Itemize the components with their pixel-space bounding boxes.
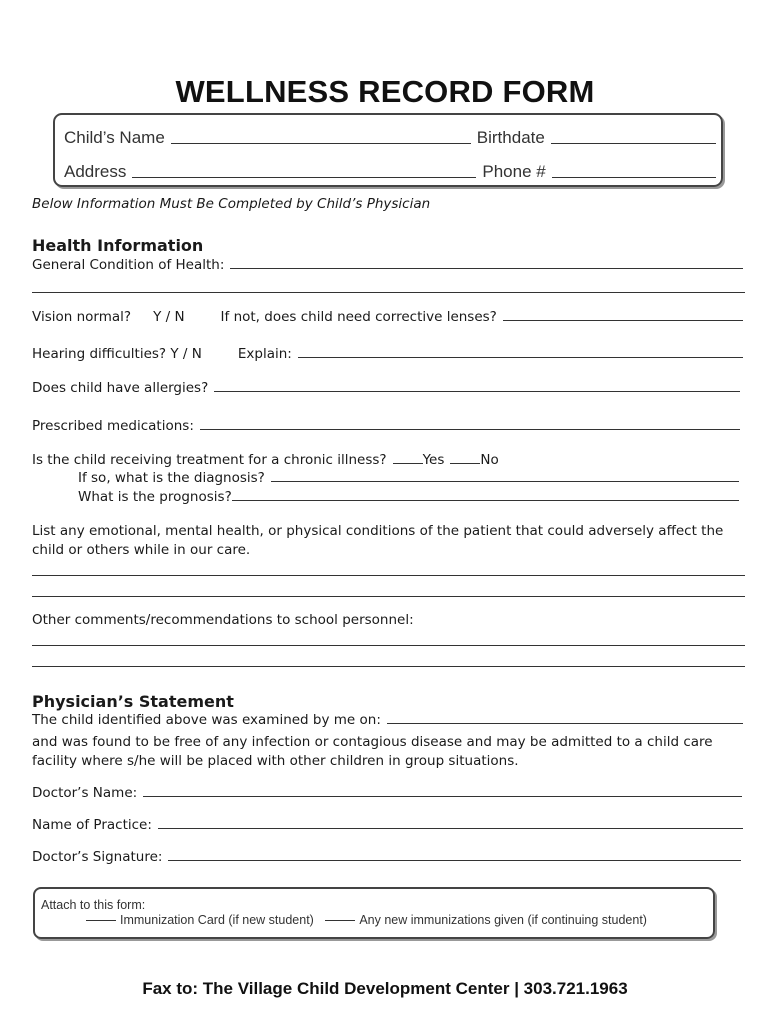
statement-heading: Physician’s Statement — [32, 692, 234, 711]
chronic-yes-label: Yes — [422, 452, 445, 468]
chronic-yes-field[interactable] — [393, 463, 423, 464]
doctor-name-field[interactable] — [143, 796, 742, 797]
new-immunizations-label: Any new immunizations given (if continuing student) — [359, 913, 647, 927]
comments-label: Other comments/recommendations to school personnel: — [32, 612, 414, 628]
child-name-label: Child’s Name — [64, 128, 165, 147]
fax-footer: Fax to: The Village Child Development Center | 303.721.1963 — [142, 979, 628, 998]
doctor-name-row — [32, 785, 742, 801]
physician-note: Below Information Must Be Completed by Child’s Physician — [32, 196, 431, 212]
child-name-field[interactable] — [171, 143, 471, 144]
conditions-text: List any emotional, mental health, or physical conditions of the patient that could adversely affect the child or others while in our care. — [32, 523, 724, 558]
practice-label: Name of Practice: — [32, 817, 152, 833]
phone-field[interactable] — [552, 177, 716, 178]
allergies-row — [32, 380, 740, 396]
conditions-line-1[interactable] — [32, 575, 745, 576]
chronic-no-label: No — [480, 452, 499, 468]
birthdate-label: Birthdate — [476, 128, 545, 147]
general-condition-line-2[interactable] — [32, 292, 745, 293]
page-title: WELLNESS RECORD FORM — [175, 74, 595, 109]
conditions-line-2[interactable] — [32, 596, 745, 597]
prognosis-field[interactable] — [232, 500, 739, 501]
address-label: Address — [64, 162, 127, 181]
medications-field[interactable] — [200, 429, 740, 430]
lenses-label: If not, does child need corrective lenses? — [220, 309, 497, 325]
attach-items — [86, 913, 647, 927]
general-condition-field[interactable] — [230, 268, 743, 269]
prognosis-label: What is the prognosis? — [78, 489, 232, 505]
practice-row — [32, 817, 743, 833]
chronic-label: Is the child receiving treatment for a chronic illness? — [32, 452, 387, 468]
attach-label: Attach to this form: — [41, 898, 146, 912]
comments-line-2[interactable] — [32, 666, 745, 667]
free-of-infection-text: and was found to be free of any infection or contagious disease and may be admitted to a child care facility where s/he will be placed with other children in group situations. — [32, 734, 713, 769]
birthdate-field[interactable] — [551, 143, 716, 144]
explain-field[interactable] — [298, 357, 743, 358]
explain-label: Explain: — [237, 346, 292, 362]
hearing-row — [32, 346, 743, 362]
new-immunizations-field[interactable] — [325, 920, 355, 921]
hearing-label: Hearing difficulties? Y / N — [32, 346, 202, 362]
diagnosis-row — [78, 470, 739, 486]
child-name-row — [64, 128, 716, 148]
health-heading: Health Information — [32, 236, 204, 255]
signature-row — [32, 849, 741, 865]
vision-yn[interactable]: Y / N — [153, 309, 185, 325]
prognosis-row — [78, 489, 739, 505]
signature-field[interactable] — [168, 860, 741, 861]
general-condition-row — [32, 257, 743, 273]
diagnosis-label: If so, what is the diagnosis? — [78, 470, 265, 486]
allergies-label: Does child have allergies? — [32, 380, 209, 396]
lenses-field[interactable] — [503, 320, 743, 321]
medications-row — [32, 418, 740, 434]
examined-label: The child identified above was examined by me on: — [32, 712, 381, 728]
examined-row — [32, 712, 743, 728]
allergies-field[interactable] — [214, 391, 740, 392]
chronic-no-field[interactable] — [450, 463, 480, 464]
examined-date-field[interactable] — [387, 723, 743, 724]
doctor-name-label: Doctor’s Name: — [32, 785, 138, 801]
signature-label: Doctor’s Signature: — [32, 849, 163, 865]
vision-row — [32, 309, 743, 325]
address-field[interactable] — [132, 177, 476, 178]
immunization-card-field[interactable] — [86, 920, 116, 921]
chronic-row — [32, 452, 632, 468]
general-condition-label: General Condition of Health: — [32, 257, 225, 273]
practice-field[interactable] — [158, 828, 743, 829]
medications-label: Prescribed medications: — [32, 418, 194, 434]
address-row — [64, 162, 716, 182]
diagnosis-field[interactable] — [271, 481, 739, 482]
phone-label: Phone # — [482, 162, 546, 181]
vision-label: Vision normal? — [32, 309, 132, 325]
immunization-card-label: Immunization Card (if new student) — [120, 913, 314, 927]
comments-line-1[interactable] — [32, 645, 745, 646]
